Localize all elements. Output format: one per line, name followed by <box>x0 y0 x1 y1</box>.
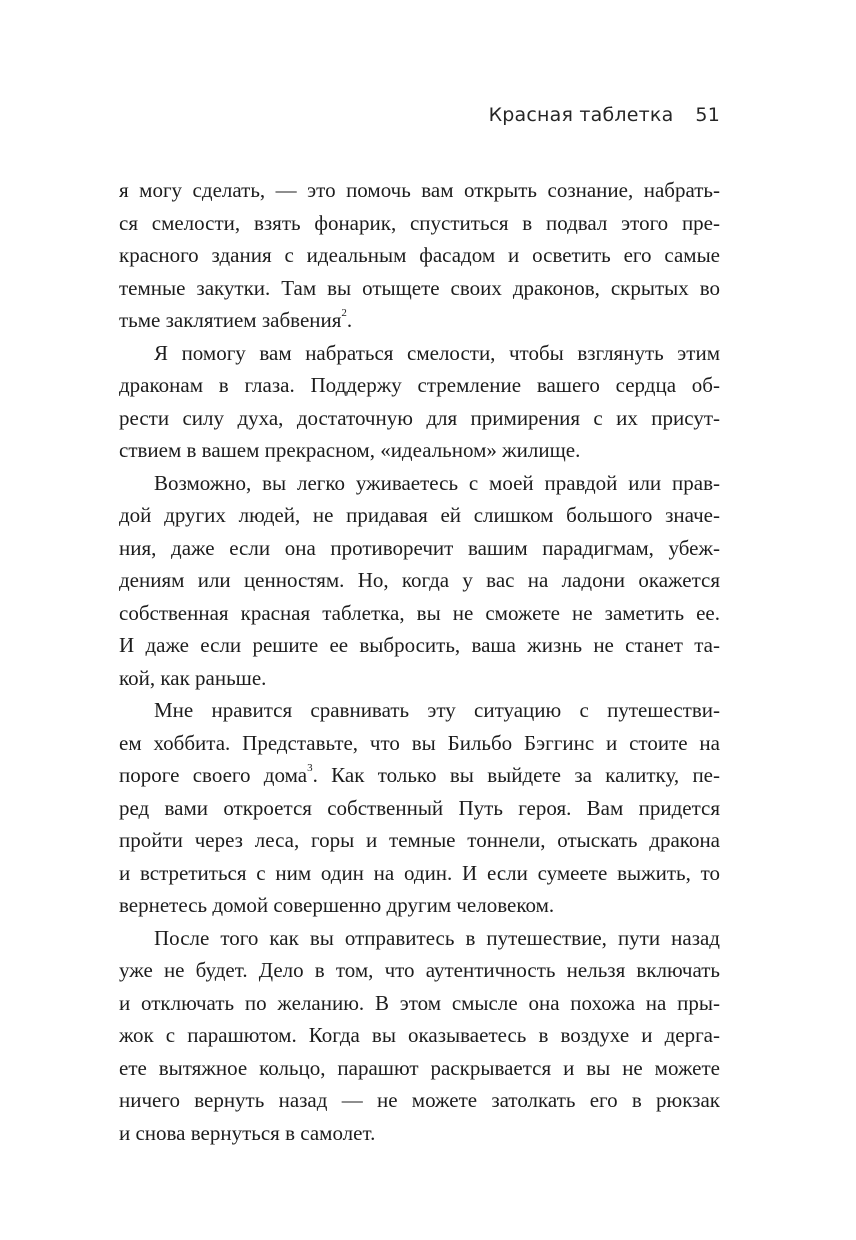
text-line: ния, даже если она противоречит вашим парадигмам, убеж- <box>119 535 720 560</box>
text-span: . <box>346 308 353 332</box>
running-head <box>489 104 720 126</box>
body-text <box>119 174 720 1149</box>
text-line: И даже если решите ее выбросить, ваша жизнь не станет та- <box>119 633 720 657</box>
text-line: драконам в глаза. Поддержу стремление вашего сердца об- <box>119 373 720 397</box>
text-line: и отключать по желанию. В этом смысле она похожа на пры- <box>119 990 720 1015</box>
text-line: ете вытяжное кольцо, парашют раскрывается и вы не можете <box>119 1055 720 1080</box>
text-line: кой, как раньше. <box>119 665 267 690</box>
text-line: вернетесь домой совершенно другим человеком. <box>119 893 555 917</box>
text-line: уже не будет. Дело в том, что аутентичность нельзя включать <box>119 958 720 982</box>
text-line: ствием в вашем прекрасном, «идеальном» жилище. <box>119 438 581 462</box>
footnote-ref-2[interactable]: 2 <box>341 307 347 319</box>
text-line: После того как вы отправитесь в путешествие, пути назад <box>154 925 720 950</box>
text-span: . Как только вы выйдете за калитку, пе- <box>312 763 720 787</box>
text-line <box>119 759 720 792</box>
text-line: Возможно, вы легко уживаетесь с моей правдой или прав- <box>154 470 720 495</box>
text-line: ред вами откроется собственный Путь героя. Вам придется <box>119 795 720 820</box>
text-line: я могу сделать, — это помочь вам открыть сознание, набрать- <box>119 178 720 202</box>
text-line: и встретиться с ним один на один. И если сумеете выжить, то <box>119 860 720 885</box>
text-line <box>119 304 720 337</box>
text-line: ся смелости, взять фонарик, спуститься в подвал этого пре- <box>119 210 720 235</box>
text-line: темные закутки. Там вы отыщете своих драконов, скрытых во <box>119 275 720 300</box>
text-line: ничего вернуть назад — не можете затолкать его в рюкзак <box>119 1088 720 1112</box>
text-line: собственная красная таблетка, вы не сможете не заметить ее. <box>119 600 720 625</box>
text-line: дой других людей, не придавая ей слишком большого значе- <box>119 503 720 527</box>
text-line: красного здания с идеальным фасадом и осветить его самые <box>119 243 720 267</box>
text-line: ем хоббита. Представьте, что вы Бильбо Бэггинс и стоите на <box>119 730 720 755</box>
chapter-title: Красная таблетка <box>488 104 674 126</box>
text-line: и снова вернуться в самолет. <box>119 1120 376 1145</box>
text-line: пройти через леса, горы и темные тоннели, отыскать дракона <box>119 828 720 852</box>
text-line: Я помогу вам набраться смелости, чтобы взглянуть этим <box>154 340 720 365</box>
text-line: жок с парашютом. Когда вы оказываетесь в воздухе и дерга- <box>119 1023 720 1047</box>
text-line: рести силу духа, достаточную для примирения с их присут- <box>119 405 720 430</box>
text-line: дениям или ценностям. Но, когда у вас на ладони окажется <box>119 568 720 592</box>
text-span: пороге своего дома <box>119 763 308 787</box>
text-span: тьме заклятием забвения <box>119 308 342 332</box>
footnote-ref-3[interactable]: 3 <box>307 762 313 774</box>
page-number: 51 <box>695 104 720 126</box>
text-line: Мне нравится сравнивать эту ситуацию с путешестви- <box>154 698 720 722</box>
